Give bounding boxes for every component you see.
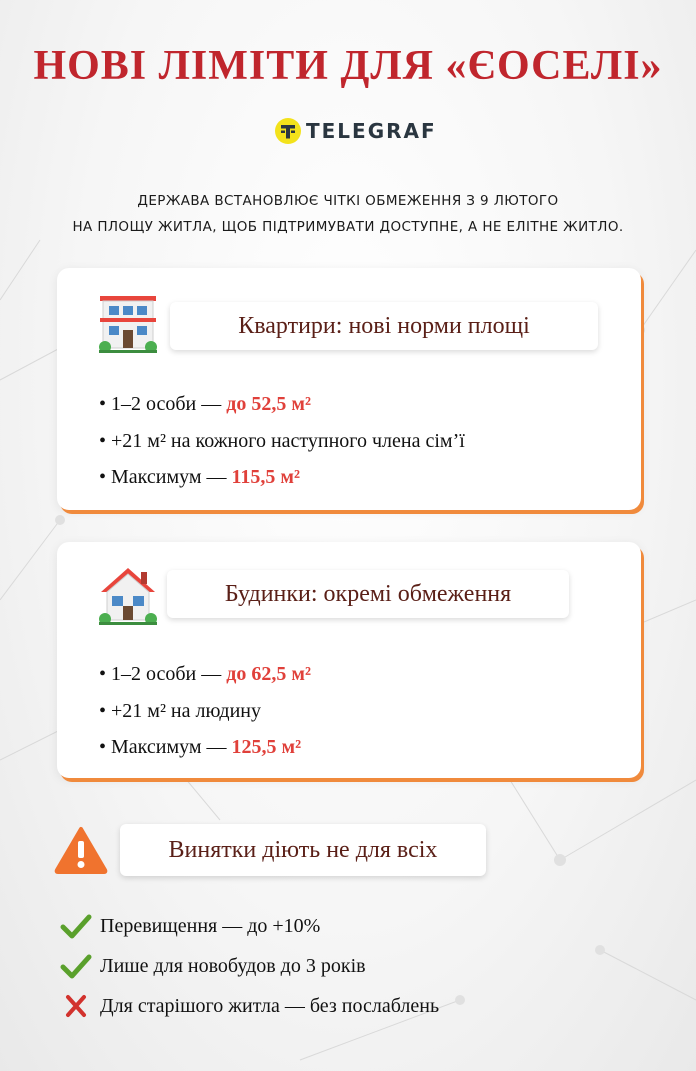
max-area-value: 125,5 м²: [231, 736, 302, 758]
houses-card: [57, 542, 641, 778]
telegraf-logo: [274, 116, 437, 146]
checkmark-icon: [60, 953, 92, 979]
exception-text: Для старішого житла — без послаблень: [100, 994, 440, 1017]
list-item: [60, 986, 439, 1026]
telegraf-logo-icon: [274, 117, 302, 145]
area-limit-value: до 62,5 м²: [226, 663, 312, 685]
houses-heading: Будинки: окремі обмеження: [167, 570, 569, 618]
apartments-list: [99, 386, 465, 496]
exceptions-heading: Винятки діють не для всіх: [120, 824, 486, 876]
list-item: • Максимум — 125,5 м²: [99, 736, 302, 758]
max-area-value: 115,5 м²: [231, 466, 301, 488]
warning-icon: [54, 826, 108, 874]
house-icon: [99, 566, 157, 626]
apartments-card: [57, 268, 641, 510]
exception-text: Лише для новобудов до 3 років: [100, 954, 366, 977]
subtitle: [0, 188, 696, 240]
list-item: [60, 906, 439, 946]
apartments-heading: Квартири: нові норми площі: [170, 302, 598, 350]
subtitle-line-2: НА ПЛОЩУ ЖИТЛА, ЩОБ ПІДТРИМУВАТИ ДОСТУПНЕ, А НЕ ЕЛІТНЕ ЖИТЛО.: [72, 219, 624, 235]
area-limit-value: до 52,5 м²: [226, 393, 312, 415]
list-item: • +21 м² на кожного наступного члена сім’ї: [99, 429, 465, 452]
subtitle-line-1: ДЕРЖАВА ВСТАНОВЛЮЄ ЧІТКІ ОБМЕЖЕННЯ З 9 ЛЮТОГО: [137, 193, 559, 209]
checkmark-icon: [60, 913, 92, 939]
page-title: НОВІ ЛІМІТИ ДЛЯ «ЄОСЕЛІ»: [33, 43, 663, 89]
exception-text: Перевищення — до +10%: [100, 914, 321, 937]
list-item: • 1–2 особи — до 52,5 м²: [99, 393, 312, 415]
list-item: • Максимум — 115,5 м²: [99, 466, 301, 488]
list-item: • +21 м² на людину: [99, 699, 262, 722]
list-item: • 1–2 особи — до 62,5 м²: [99, 663, 312, 685]
exceptions-list: [60, 906, 439, 1026]
logo-text: TELEGRAF: [306, 119, 437, 143]
cross-icon: [60, 993, 92, 1019]
apartment-building-icon: [99, 294, 157, 354]
houses-list: [99, 656, 311, 766]
list-item: [60, 946, 439, 986]
